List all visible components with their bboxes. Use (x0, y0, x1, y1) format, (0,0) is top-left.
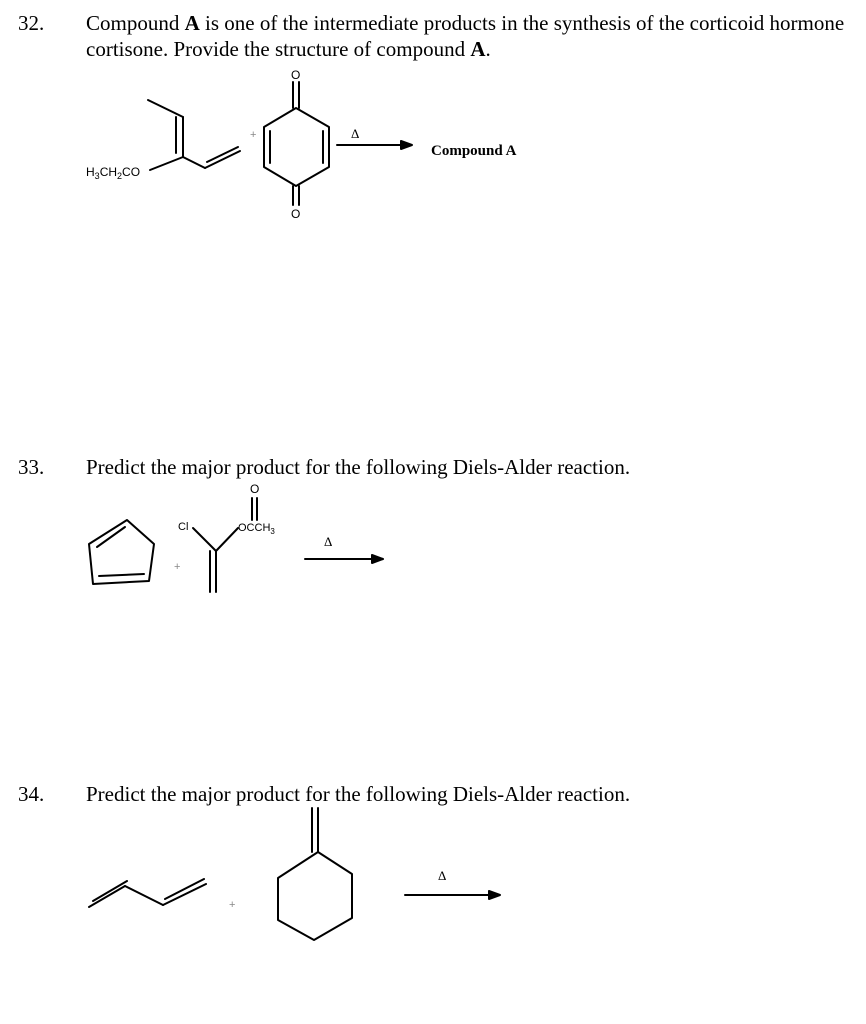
plus-sign: + (229, 899, 236, 911)
product-label: Compound A (431, 143, 517, 159)
oxygen-label: O (250, 482, 260, 496)
question-text: Predict the major product for the following Diels-Alder reaction. (86, 782, 631, 806)
ester-label: $OCCH_3$ (238, 522, 275, 536)
oxygen-bottom-label: O (291, 207, 301, 221)
heat-symbol: Δ (351, 126, 360, 141)
diene-structure (89, 879, 206, 907)
question-number: 32. (18, 11, 45, 35)
oxygen-top-label: O (291, 68, 301, 82)
plus-sign: + (250, 129, 257, 141)
question-number: 33. (18, 455, 45, 479)
chloro-label: Cl (178, 521, 189, 533)
methylenecyclohexane-structure (278, 808, 352, 940)
svg-text:H3CH2CO: $H_3CH_2CO$ (86, 165, 141, 181)
heat-symbol: Δ (438, 868, 447, 883)
plus-sign: + (174, 561, 181, 573)
arrow-head (489, 891, 500, 899)
question-text: Predict the major product for the following Diels-Alder reaction. (86, 455, 631, 479)
question-number: 34. (18, 782, 45, 806)
question-text: Compound A is one of the intermediate products in the synthesis of the corticoid hormone cortisone. Provide the structure of compound A. (86, 11, 845, 61)
heat-symbol: Δ (324, 534, 333, 549)
